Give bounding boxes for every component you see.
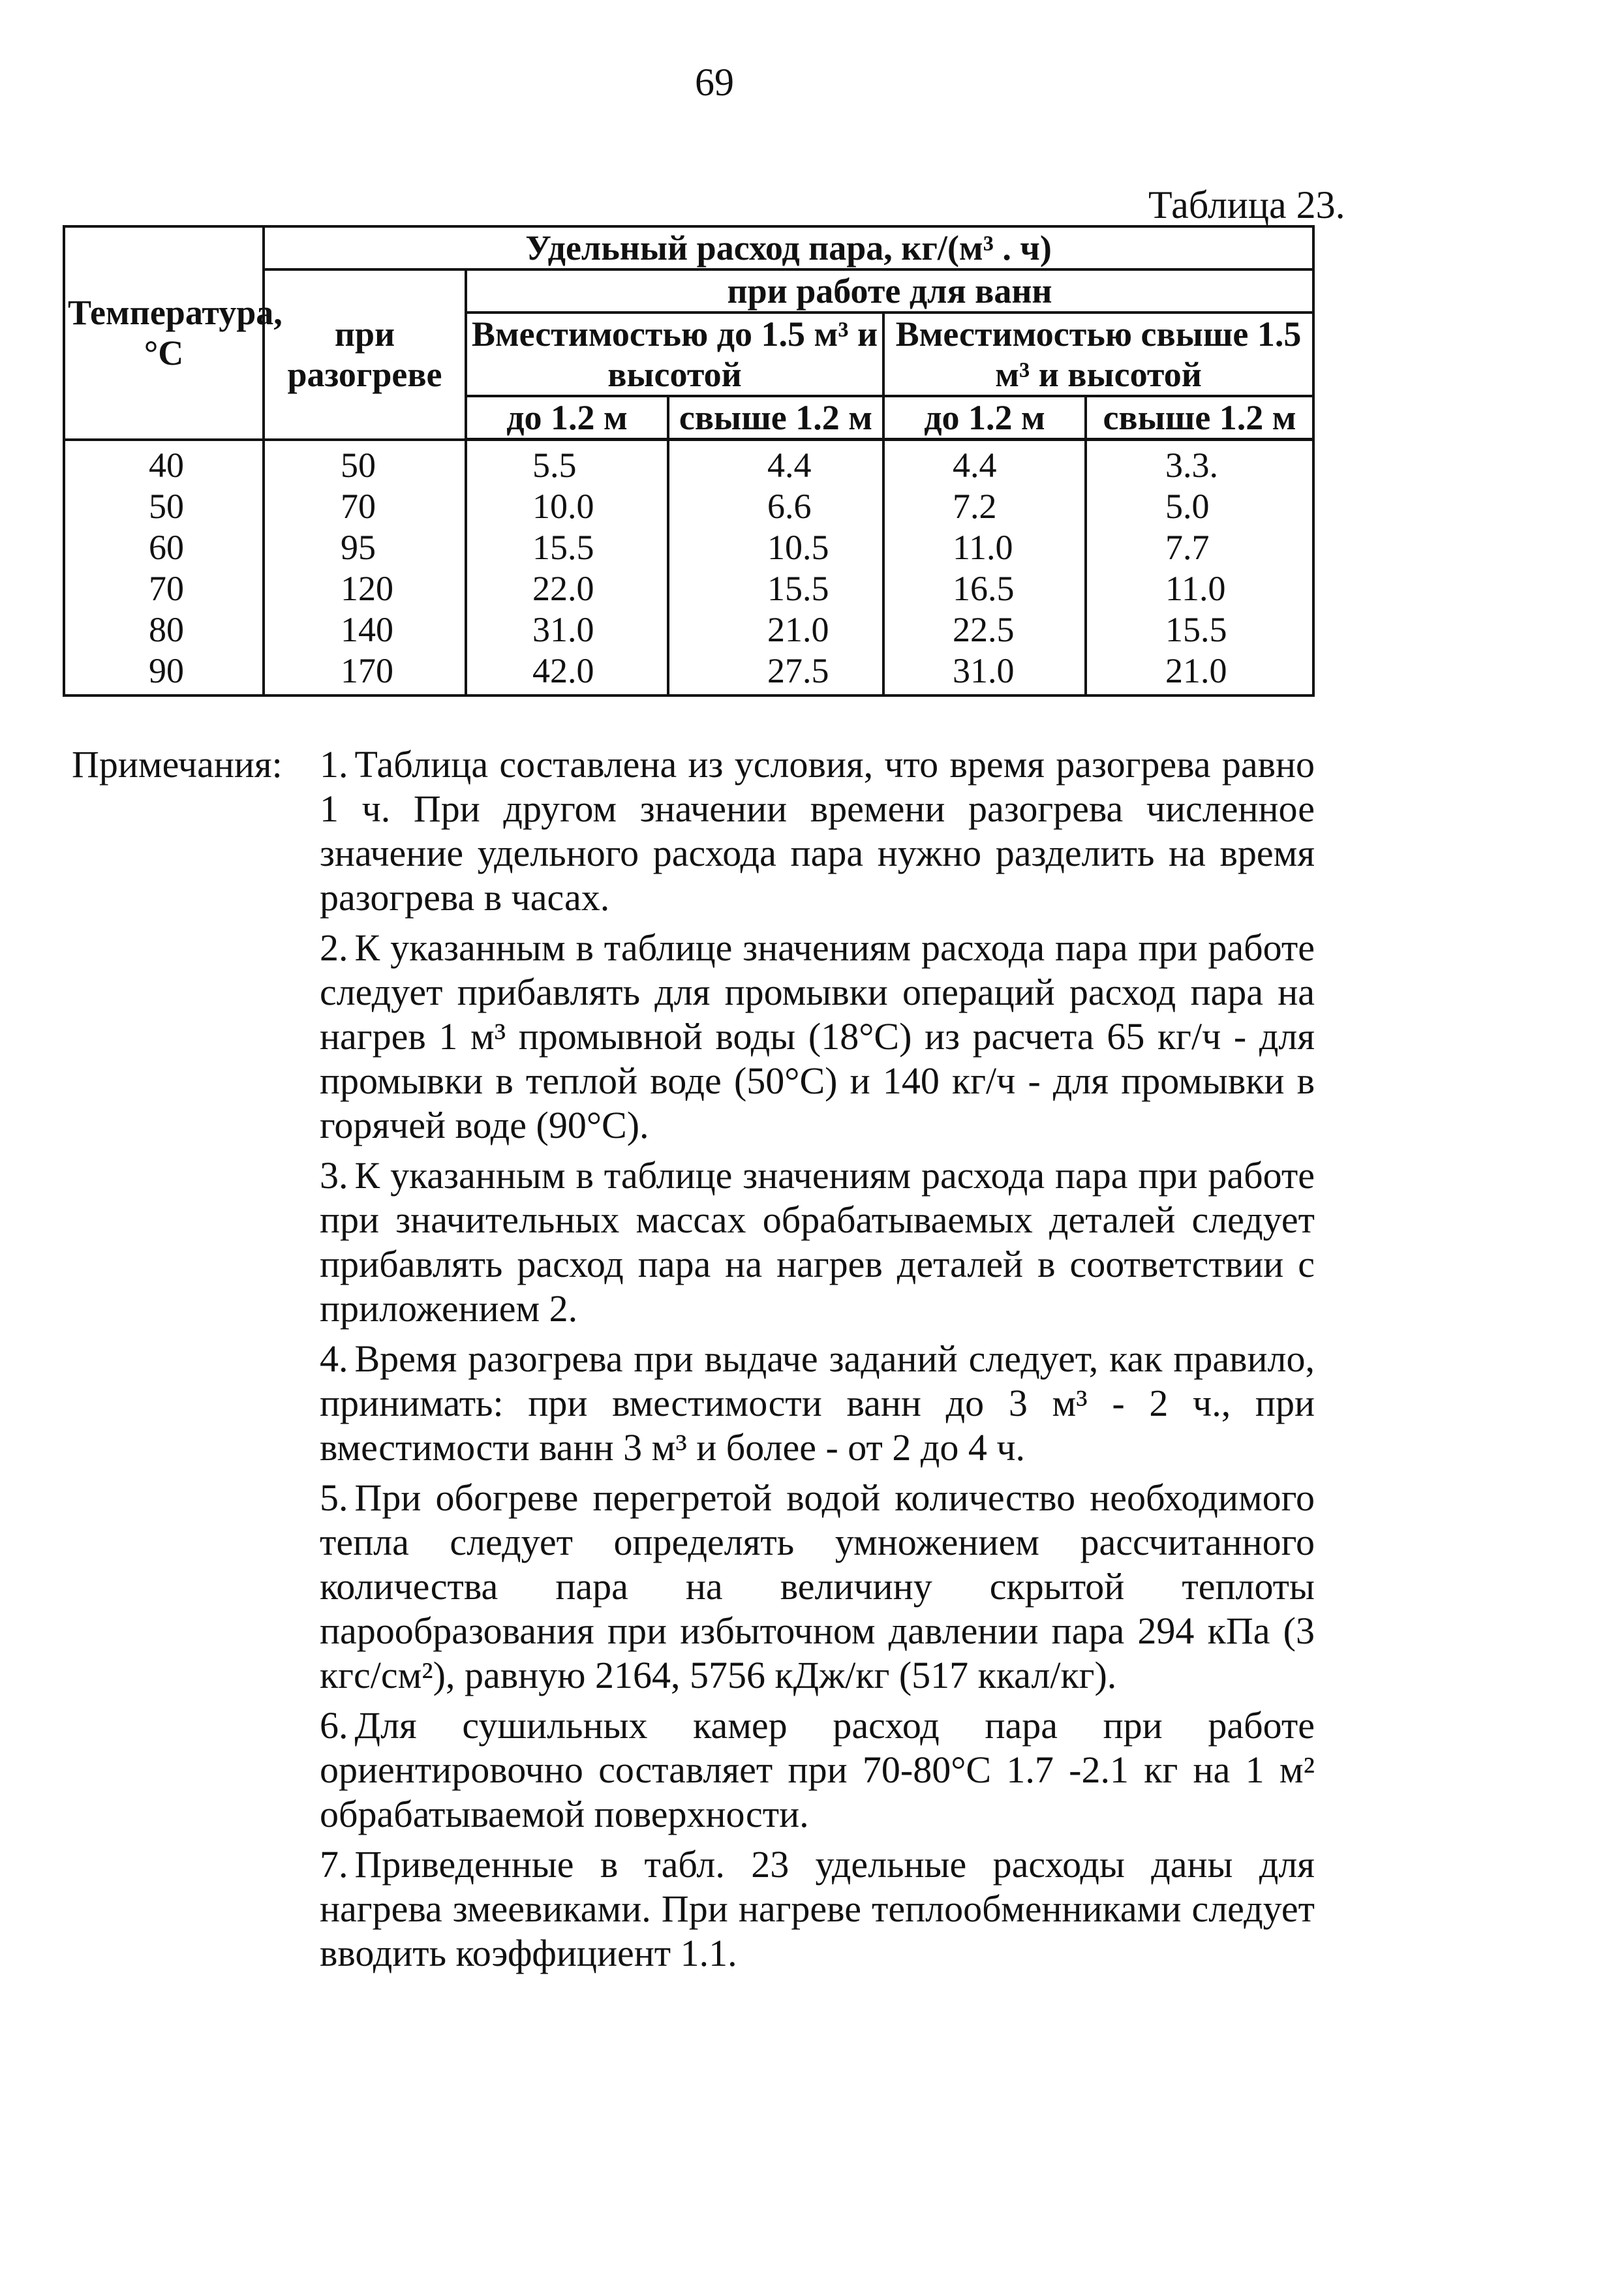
page-number: 69 xyxy=(695,61,734,104)
cell-large-high: 11.0 xyxy=(1086,568,1313,609)
steam-consumption-table xyxy=(63,225,1315,697)
cell-small-low: 15.5 xyxy=(466,527,668,568)
cell-heating: 70 xyxy=(264,486,466,527)
header-height-small-low: до 1.2 м xyxy=(466,396,668,440)
table-row xyxy=(64,440,1313,487)
cell-large-low: 7.2 xyxy=(883,486,1086,527)
note-item xyxy=(320,1154,1315,1331)
cell-small-high: 4.4 xyxy=(668,440,883,487)
notes-label: Примечания: xyxy=(72,743,283,786)
cell-small-low: 31.0 xyxy=(466,609,668,650)
cell-large-low: 11.0 xyxy=(883,527,1086,568)
cell-large-high: 5.0 xyxy=(1086,486,1313,527)
note-number: 2. xyxy=(320,926,348,969)
cell-large-high: 21.0 xyxy=(1086,650,1313,695)
note-text: Приведенные в табл. 23 удельные расходы даны для нагрева змеевиками. При нагреве теплообменниками следует вводить коэффициент 1.1. xyxy=(320,1843,1315,1974)
cell-heating: 50 xyxy=(264,440,466,487)
header-operation: при работе для ванн xyxy=(466,269,1313,313)
cell-small-low: 22.0 xyxy=(466,568,668,609)
header-height-small-high: свыше 1.2 м xyxy=(668,396,883,440)
note-number: 4. xyxy=(320,1337,348,1380)
header-volume-large: Вместимостью свыше 1.5 м³ и высотой xyxy=(883,313,1313,396)
cell-temperature: 60 xyxy=(64,527,264,568)
note-item xyxy=(320,926,1315,1148)
note-text: Таблица составлена из условия, что время разогрева равно 1 ч. При другом значении времени разогрева численное значение удельного расхода пара нужно разделить на время разогрева в часах. xyxy=(320,743,1315,919)
table-row xyxy=(64,609,1313,650)
table-row xyxy=(64,527,1313,568)
note-item xyxy=(320,1704,1315,1837)
header-height-large-low: до 1.2 м xyxy=(883,396,1086,440)
table-row xyxy=(64,568,1313,609)
note-number: 1. xyxy=(320,743,348,786)
note-number: 3. xyxy=(320,1154,348,1197)
table-row xyxy=(64,486,1313,527)
note-item xyxy=(320,742,1315,920)
cell-temperature: 90 xyxy=(64,650,264,695)
header-heating: при разогреве xyxy=(264,269,466,440)
note-text: Для сушильных камер расход пара при работе ориентировочно составляет при 70-80°С 1.7 -2.1 кг на 1 м² обрабатываемой поверхности. xyxy=(320,1704,1315,1835)
note-text: Время разогрева при выдаче заданий следует, как правило, принимать: при вместимости ванн до 3 м³ - 2 ч., при вместимости ванн 3 м³ и более - от 2 до 4 ч. xyxy=(320,1337,1315,1469)
cell-small-high: 21.0 xyxy=(668,609,883,650)
note-item xyxy=(320,1476,1315,1698)
cell-large-high: 3.3. xyxy=(1086,440,1313,487)
cell-small-high: 15.5 xyxy=(668,568,883,609)
cell-heating: 95 xyxy=(264,527,466,568)
note-text: К указанным в таблице значениям расхода пара при работе следует прибавлять для промывки операций расход пара на нагрев 1 м³ промывной воды (18°С) из расчета 65 кг/ч - для промывки в теплой воде (50°С) и 140 кг/ч - для промывки в горячей воде (90°С). xyxy=(320,926,1315,1146)
cell-heating: 170 xyxy=(264,650,466,695)
cell-temperature: 80 xyxy=(64,609,264,650)
cell-large-high: 7.7 xyxy=(1086,527,1313,568)
note-number: 5. xyxy=(320,1476,348,1519)
header-temperature: Температура, °С xyxy=(64,226,264,440)
notes-list xyxy=(320,742,1315,1981)
header-specific-consumption: Удельный расход пара, кг/(м³ . ч) xyxy=(264,226,1313,269)
cell-large-low: 22.5 xyxy=(883,609,1086,650)
note-number: 7. xyxy=(320,1843,348,1886)
cell-large-low: 31.0 xyxy=(883,650,1086,695)
cell-temperature: 50 xyxy=(64,486,264,527)
cell-small-high: 6.6 xyxy=(668,486,883,527)
cell-small-low: 5.5 xyxy=(466,440,668,487)
cell-small-high: 10.5 xyxy=(668,527,883,568)
cell-small-low: 10.0 xyxy=(466,486,668,527)
table-title: Таблица 23. xyxy=(1148,183,1345,226)
note-item xyxy=(320,1337,1315,1470)
cell-large-low: 4.4 xyxy=(883,440,1086,487)
cell-temperature: 70 xyxy=(64,568,264,609)
cell-small-high: 27.5 xyxy=(668,650,883,695)
cell-heating: 140 xyxy=(264,609,466,650)
note-number: 6. xyxy=(320,1704,348,1747)
cell-heating: 120 xyxy=(264,568,466,609)
note-text: К указанным в таблице значениям расхода пара при работе при значительных массах обрабатываемых деталей следует прибавлять расход пара на нагрев деталей в соответствии с приложением 2. xyxy=(320,1154,1315,1330)
header-height-large-high: свыше 1.2 м xyxy=(1086,396,1313,440)
note-text: При обогреве перегретой водой количество необходимого тепла следует определять умножением рассчитанного количества пара на величину скрытой теплоты парообразования при избыточном давлении пара 294 кПа (3 кгс/см²), равную 2164, 5756 кДж/кг (517 ккал/кг). xyxy=(320,1476,1315,1696)
cell-large-low: 16.5 xyxy=(883,568,1086,609)
cell-small-low: 42.0 xyxy=(466,650,668,695)
table-row xyxy=(64,650,1313,695)
header-volume-small: Вместимостью до 1.5 м³ и высотой xyxy=(466,313,883,396)
note-item xyxy=(320,1842,1315,1976)
cell-large-high: 15.5 xyxy=(1086,609,1313,650)
cell-temperature: 40 xyxy=(64,440,264,487)
